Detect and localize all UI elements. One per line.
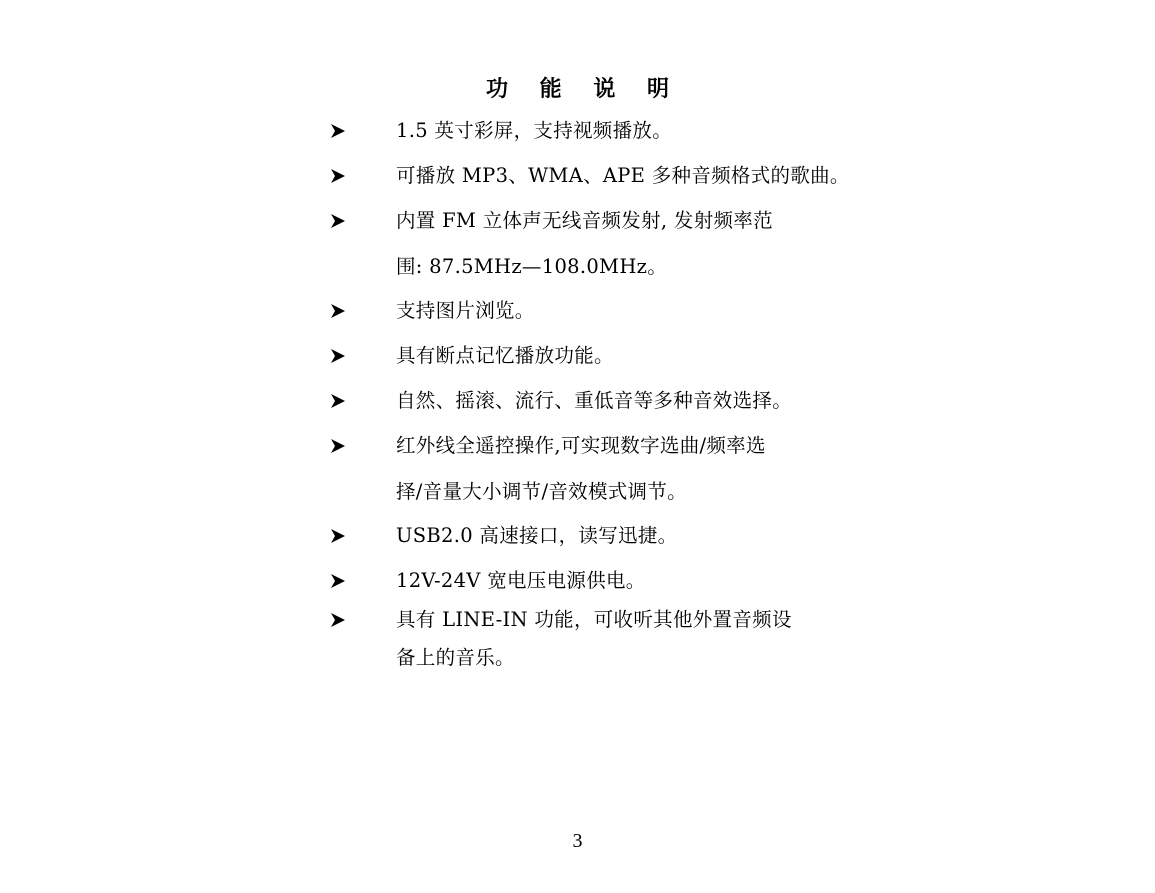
arrowhead-bullet-icon: [330, 116, 352, 146]
feature-text: 具有断点记忆播放功能。: [396, 344, 614, 367]
feature-text: 内置 FM 立体声无线音频发射, 发射频率范: [396, 209, 773, 232]
feature-text: 1.5 英寸彩屏，支持视频播放。: [396, 119, 673, 142]
feature-text: 具有 LINE-IN 功能，可收听其他外置音频设: [396, 608, 792, 631]
arrowhead-bullet-icon: [330, 206, 352, 236]
arrowhead-bullet-icon: [330, 431, 352, 461]
page-title: 功 能 说 明: [486, 76, 681, 102]
arrowhead-bullet-icon: [330, 386, 352, 416]
arrowhead-bullet-icon: [330, 296, 352, 326]
feature-text: 可播放 MP3、WMA、APE 多种音频格式的歌曲。: [396, 164, 850, 187]
arrowhead-bullet-icon: [330, 161, 352, 191]
arrowhead-bullet-icon: [330, 341, 352, 371]
arrowhead-bullet-icon: [330, 605, 352, 635]
page-number: 3: [572, 830, 583, 852]
arrowhead-bullet-icon: [330, 566, 352, 596]
feature-text: USB2.0 高速接口，读写迅捷。: [396, 524, 678, 547]
feature-text-continued: 围: 87.5MHz—108.0MHz。: [396, 255, 668, 278]
feature-text: 12V-24V 宽电压电源供电。: [396, 569, 646, 592]
arrowhead-bullet-icon: [330, 521, 352, 551]
feature-text: 自然、摇滚、流行、重低音等多种音效选择。: [396, 389, 793, 412]
feature-text-continued: 择/音量大小调节/音效模式调节。: [396, 480, 687, 503]
feature-text: 支持图片浏览。: [396, 299, 535, 322]
feature-text: 红外线全遥控操作,可实现数字选曲/频率选: [396, 434, 766, 457]
feature-text-continued: 备上的音乐。: [396, 646, 515, 669]
